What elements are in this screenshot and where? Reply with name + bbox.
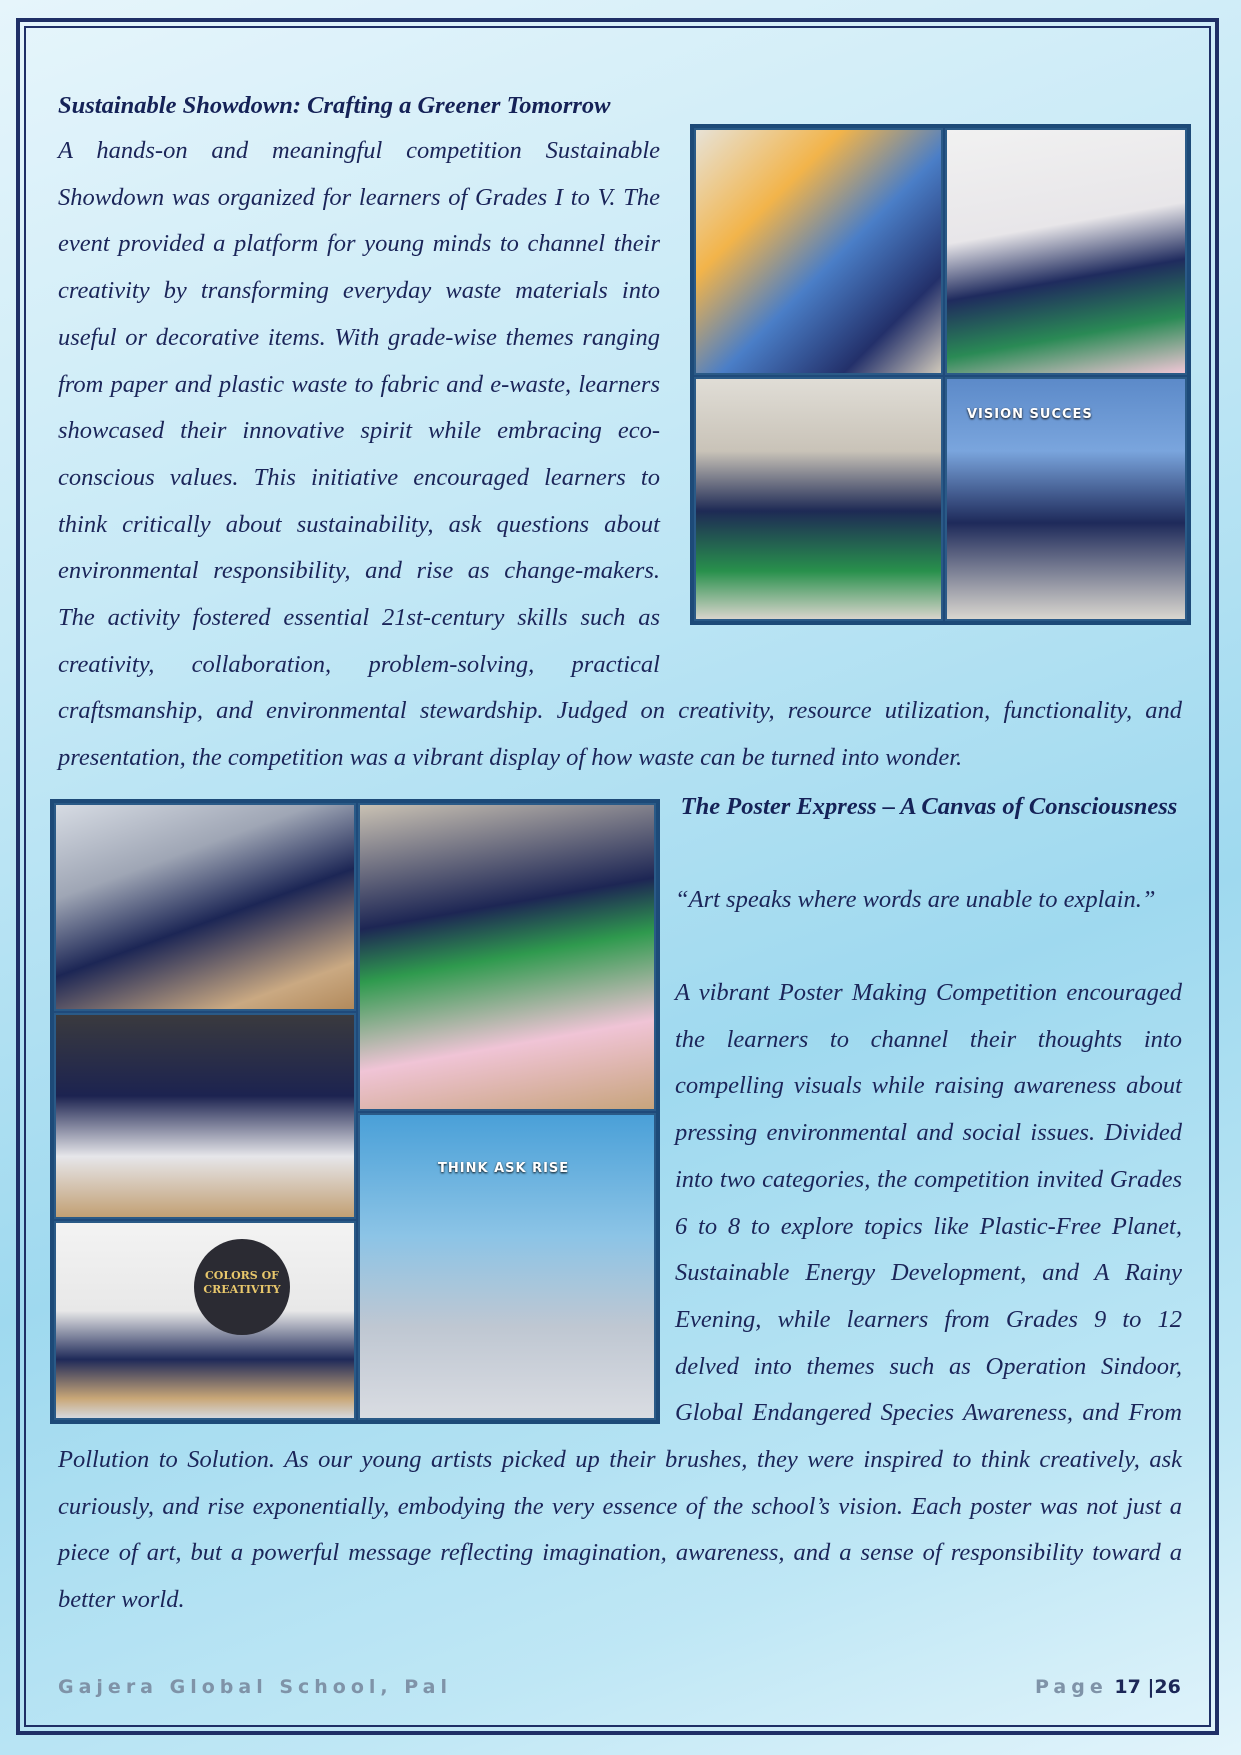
photo-grid-spacer-2 — [50, 970, 659, 1420]
sign-colors-of-creativity: COLORS OF CREATIVITY — [194, 1239, 290, 1335]
page-total: |26 — [1147, 1676, 1181, 1698]
paragraph-poster-express: A vibrant Poster Making Competition encouraged the learners to channel their thoughts into compelling visuals while raising awareness about pressing environmental and social issues. Divided into two categories, the competition invited Grades 6 to 8 to explore topics like Plastic-Free Planet, Sustainable Energy Development, and A Rainy Evening, while learners from Grades 9 to 12 delved into themes such as Operation Sindoor, Global Endangered Species Awareness, and From Pollution to Solution. As our young artists picked up their brushes, they were inspired to think creatively, ask curiously, and rise exponentially, embodying the very essence of the school’s vision. Each poster was not just a piece of art, but a powerful message reflecting imagination, awareness, and a sense of responsibility toward a better world. — [58, 979, 1182, 1614]
photo-grid-spacer — [674, 128, 1182, 640]
wall-sign-vision: VISION SUCCES — [967, 407, 1093, 422]
section-title-sustainable-showdown: Sustainable Showdown: Crafting a Greener Tomorrow — [58, 92, 611, 119]
section-body-poster-express — [58, 970, 1182, 1624]
wall-sign-think-ask-rise: THINK ASK RISE — [438, 1161, 570, 1176]
section-title-poster-express: The Poster Express – A Canvas of Consciousness — [680, 793, 1178, 820]
section-body-sustainable-showdown — [58, 128, 1182, 782]
footer-page-number — [1035, 1676, 1181, 1698]
footer-school-name: Gajera Global School, Pal — [58, 1676, 453, 1698]
page-label: Page — [1035, 1676, 1108, 1698]
page-current: 17 — [1114, 1676, 1141, 1698]
paragraph-sustainable-showdown: A hands-on and meaningful competition Sustainable Showdown was organized for learners of Grades I to V. The event provided a platform for young minds to channel their creativity by transforming everyday waste materials into useful or decorative items. With grade-wise themes ranging from paper and plastic waste to fabric and e-waste, learners showcased their innovative spirit while embracing eco-conscious values. This initiative encouraged learners to think critically about sustainability, ask questions about environmental responsibility, and rise as change-makers. The activity fostered essential 21st-century skills such as creativity, collaboration, problem-solving, practical craftsmanship, and environmental stewardship. Judged on creativity, resource utilization, functionality, and presentation, the competition was a vibrant display of how waste can be turned into wonder. — [58, 137, 1182, 772]
quote-art-speaks: “Art speaks where words are unable to explain.” — [675, 886, 1156, 913]
